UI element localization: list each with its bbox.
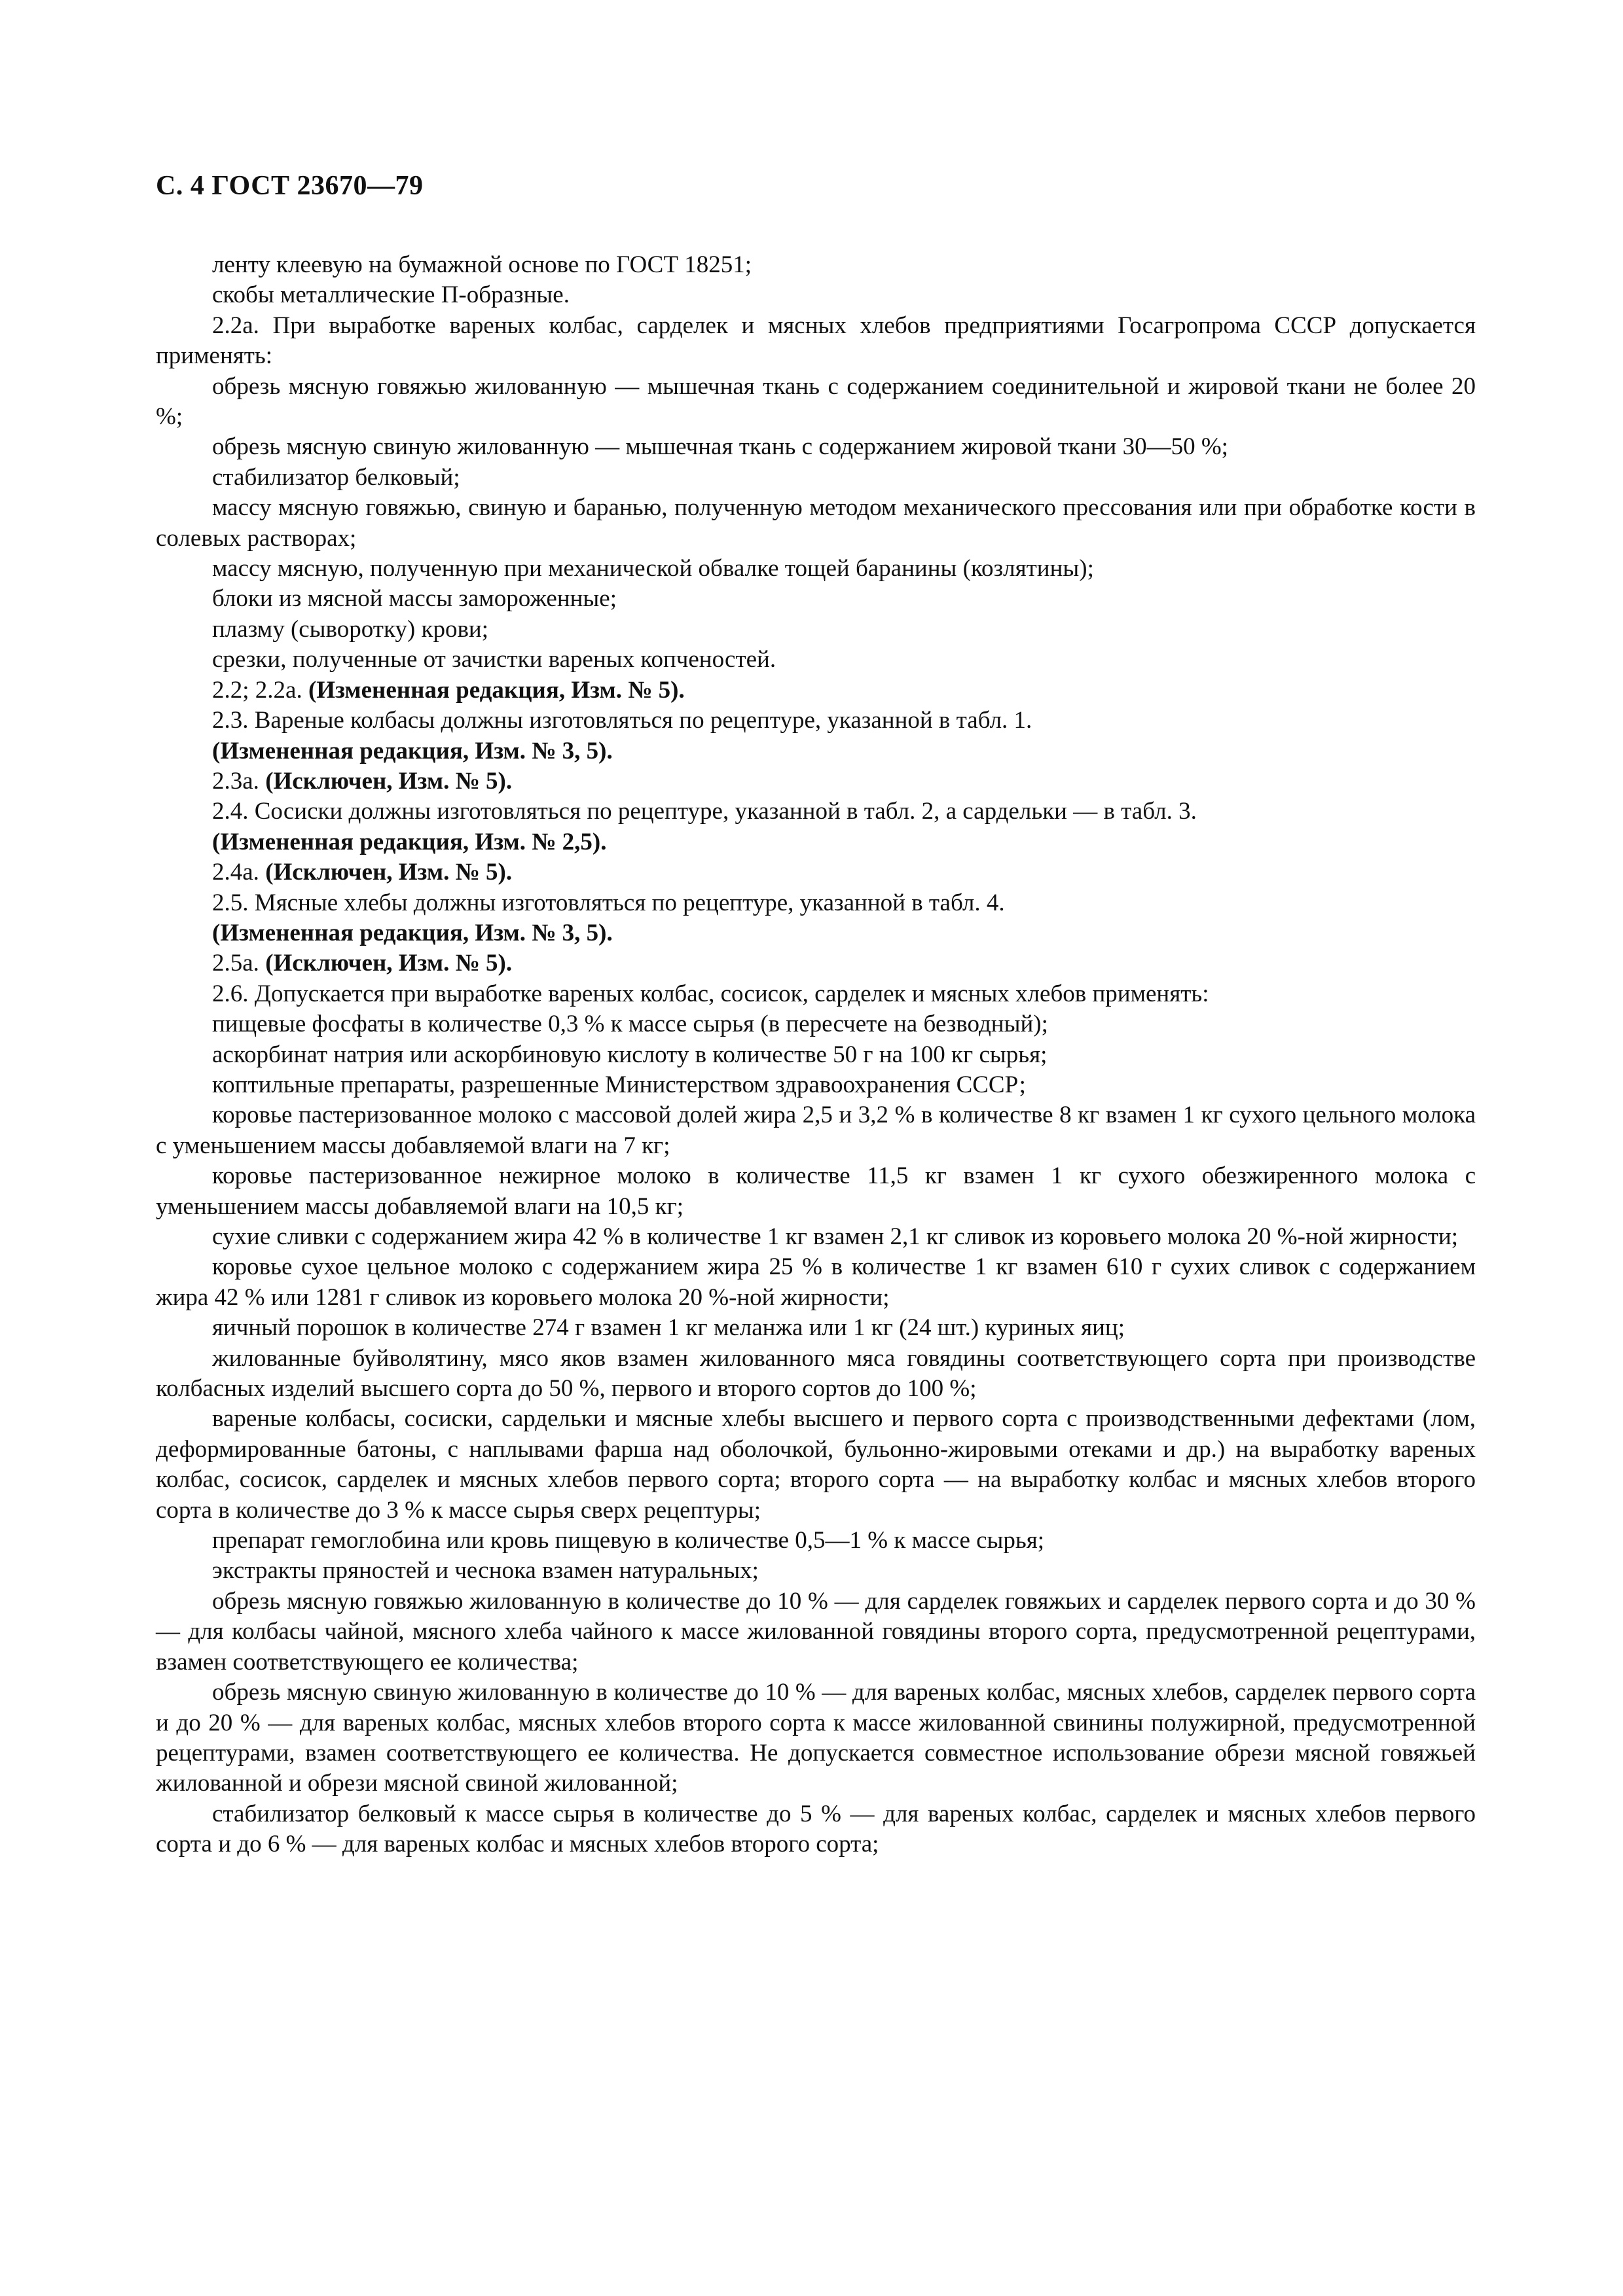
paragraph-text: стабилизатор белковый; bbox=[212, 463, 460, 491]
paragraph-text: стабилизатор белковый к массе сырья в количестве до 5 % — для вареных колбас, сарделек и мясных хлебов первого сорта и до 6 % — для вареных колбас и мясных хлебов второго сорта; bbox=[156, 1800, 1476, 1858]
paragraph bbox=[156, 1161, 1476, 1222]
paragraph bbox=[156, 250, 1476, 280]
document-body bbox=[156, 250, 1476, 1860]
amendment-note: (Измененная редакция, Изм. № 2,5). bbox=[212, 828, 607, 855]
paragraph-text: обрезь мясную говяжью жилованную в количестве до 10 % — для сарделек говяжьих и сарделек первого сорта и до 30 % — для колбасы чайной, мясного хлеба чайного к массе жилованной говядины второго сорта, предусмотренной рецептурами, взамен соответствующего ее количества; bbox=[156, 1587, 1476, 1676]
paragraph bbox=[156, 1222, 1476, 1252]
paragraph-text: обрезь мясную свиную жилованную в количестве до 10 % — для вареных колбас, мясных хлебов, сарделек первого сорта и до 20 % — для вареных колбас, мясных хлебов второго сорта к массе жилованной свинины полужирной, предусмотренной рецептурами, взамен соответствующего ее количества. Не допускается совместное использование обрези мясной говяжьей жилованной и обрези мясной свиной жилованной; bbox=[156, 1679, 1476, 1797]
paragraph bbox=[156, 1252, 1476, 1313]
paragraph bbox=[156, 1677, 1476, 1799]
paragraph bbox=[156, 493, 1476, 554]
paragraph bbox=[156, 888, 1476, 918]
paragraph-text: блоки из мясной массы замороженные; bbox=[212, 585, 617, 613]
paragraph bbox=[156, 584, 1476, 614]
paragraph-text: массу мясную, полученную при механической обвалке тощей баранины (козлятины); bbox=[212, 555, 1094, 583]
paragraph bbox=[156, 1404, 1476, 1526]
paragraph-text: срезки, полученные от зачистки вареных копченостей. bbox=[212, 646, 776, 673]
paragraph bbox=[156, 1100, 1476, 1161]
paragraph-text: аскорбинат натрия или аскорбиновую кислоту в количестве 50 г на 100 кг сырья; bbox=[212, 1041, 1048, 1068]
paragraph-text: жилованные буйволятину, мясо яков взамен жилованного мяса говядины соответствующего сорта при производстве колбасных изделий высшего сорта до 50 %, первого и второго сортов до 100 %; bbox=[156, 1344, 1476, 1403]
amendment-note: (Измененная редакция, Изм. № 5). bbox=[308, 676, 685, 704]
paragraph bbox=[156, 948, 1476, 978]
amendment-note: (Измененная редакция, Изм. № 3, 5). bbox=[212, 919, 613, 946]
paragraph-text: пищевые фосфаты в количестве 0,3 % к массе сырья (в пересчете на безводный); bbox=[212, 1011, 1048, 1038]
paragraph-text: 2.5. Мясные хлебы должны изготовляться по рецептуре, указанной в табл. 4. bbox=[212, 889, 1005, 916]
paragraph-text: яичный порошок в количестве 274 г взамен 1 кг меланжа или 1 кг (24 шт.) куриных яиц; bbox=[212, 1314, 1125, 1342]
paragraph bbox=[156, 554, 1476, 584]
paragraph-text: препарат гемоглобина или кровь пищевую в количестве 0,5—1 % к массе сырья; bbox=[212, 1527, 1045, 1554]
paragraph bbox=[156, 827, 1476, 857]
paragraph-text: обрезь мясную говяжью жилованную — мышечная ткань с содержанием соединительной и жировой ткани не более 20 %; bbox=[156, 372, 1476, 431]
paragraph-text: обрезь мясную свиную жилованную — мышечная ткань с содержанием жировой ткани 30—50 %; bbox=[212, 433, 1228, 461]
paragraph-text: 2.4. Сосиски должны изготовляться по рецептуре, указанной в табл. 2, а сардельки — в табл. 3. bbox=[212, 798, 1197, 825]
paragraph bbox=[156, 979, 1476, 1009]
paragraph bbox=[156, 918, 1476, 948]
paragraph-text: плазму (сыворотку) крови; bbox=[212, 615, 488, 643]
paragraph bbox=[156, 766, 1476, 797]
paragraph bbox=[156, 372, 1476, 433]
page-header: С. 4 ГОСТ 23670—79 bbox=[156, 171, 424, 201]
paragraph bbox=[156, 706, 1476, 736]
paragraph-text: 2.3а. bbox=[212, 767, 266, 795]
amendment-note: (Исключен, Изм. № 5). bbox=[265, 859, 513, 886]
paragraph bbox=[156, 1587, 1476, 1677]
paragraph-text: коптильные препараты, разрешенные Министерством здравоохранения СССР; bbox=[212, 1071, 1026, 1098]
paragraph bbox=[156, 1040, 1476, 1070]
paragraph bbox=[156, 615, 1476, 645]
paragraph bbox=[156, 857, 1476, 888]
paragraph-text: вареные колбасы, сосиски, сардельки и мясные хлебы высшего и первого сорта с производственными дефектами (лом, деформированные батоны, с наплывами фарша над оболочкой, бульонно-жировыми отеками и др.) на выработку вареных колбас, сосисок, сарделек и мясных хлебов первого сорта; второго сорта — на выработку колбас и мясных хлебов второго сорта в количестве до 3 % к массе сырья сверх рецептуры; bbox=[156, 1405, 1476, 1524]
paragraph bbox=[156, 1344, 1476, 1405]
paragraph bbox=[156, 280, 1476, 310]
paragraph bbox=[156, 311, 1476, 372]
document-page bbox=[156, 169, 1476, 1860]
paragraph-text: коровье сухое цельное молоко с содержанием жира 25 % в количестве 1 кг взамен 610 г сухих сливок с содержанием жира 42 % или 1281 г сливок из коровьего молока 20 %-ной жирности; bbox=[156, 1253, 1476, 1311]
paragraph-text: скобы металлические П-образные. bbox=[212, 281, 570, 309]
paragraph bbox=[156, 1009, 1476, 1039]
paragraph-text: 2.5а. bbox=[212, 950, 266, 977]
paragraph-text: массу мясную говяжью, свиную и баранью, полученную методом механического прессования или при обработке кости в солевых растворах; bbox=[156, 494, 1476, 552]
paragraph-text: 2.3. Вареные колбасы должны изготовляться по рецептуре, указанной в табл. 1. bbox=[212, 707, 1032, 734]
paragraph bbox=[156, 1070, 1476, 1100]
paragraph-text: 2.2а. При выработке вареных колбас, сарделек и мясных хлебов предприятиями Госагропрома СССР допускается применять: bbox=[156, 312, 1476, 370]
paragraph bbox=[156, 736, 1476, 766]
paragraph-text: сухие сливки с содержанием жира 42 % в количестве 1 кг взамен 2,1 кг сливок из коровьего молока 20 %-ной жирности; bbox=[212, 1223, 1459, 1250]
paragraph bbox=[156, 645, 1476, 675]
paragraph-text: ленту клеевую на бумажной основе по ГОСТ 18251; bbox=[212, 251, 752, 278]
paragraph bbox=[156, 1313, 1476, 1343]
paragraph-text: 2.6. Допускается при выработке вареных колбас, сосисок, сарделек и мясных хлебов применять: bbox=[212, 980, 1209, 1007]
paragraph bbox=[156, 1799, 1476, 1860]
paragraph-text: 2.4а. bbox=[212, 859, 266, 886]
paragraph bbox=[156, 463, 1476, 493]
paragraph bbox=[156, 432, 1476, 462]
paragraph bbox=[156, 1526, 1476, 1556]
amendment-note: (Исключен, Изм. № 5). bbox=[265, 767, 513, 795]
paragraph-text: 2.2; 2.2а. bbox=[212, 676, 308, 704]
paragraph-text: экстракты пряностей и чеснока взамен натуральных; bbox=[212, 1557, 759, 1585]
paragraph bbox=[156, 675, 1476, 706]
paragraph bbox=[156, 797, 1476, 827]
paragraph bbox=[156, 1556, 1476, 1586]
paragraph-text: коровье пастеризованное молоко с массовой долей жира 2,5 и 3,2 % в количестве 8 кг взамен 1 кг сухого цельного молока с уменьшением массы добавляемой влаги на 7 кг; bbox=[156, 1102, 1476, 1159]
paragraph-text: коровье пастеризованное нежирное молоко в количестве 11,5 кг взамен 1 кг сухого обезжиренного молока с уменьшением массы добавляемой влаги на 10,5 кг; bbox=[156, 1162, 1476, 1220]
amendment-note: (Исключен, Изм. № 5). bbox=[265, 950, 513, 977]
amendment-note: (Измененная редакция, Изм. № 3, 5). bbox=[212, 737, 613, 764]
